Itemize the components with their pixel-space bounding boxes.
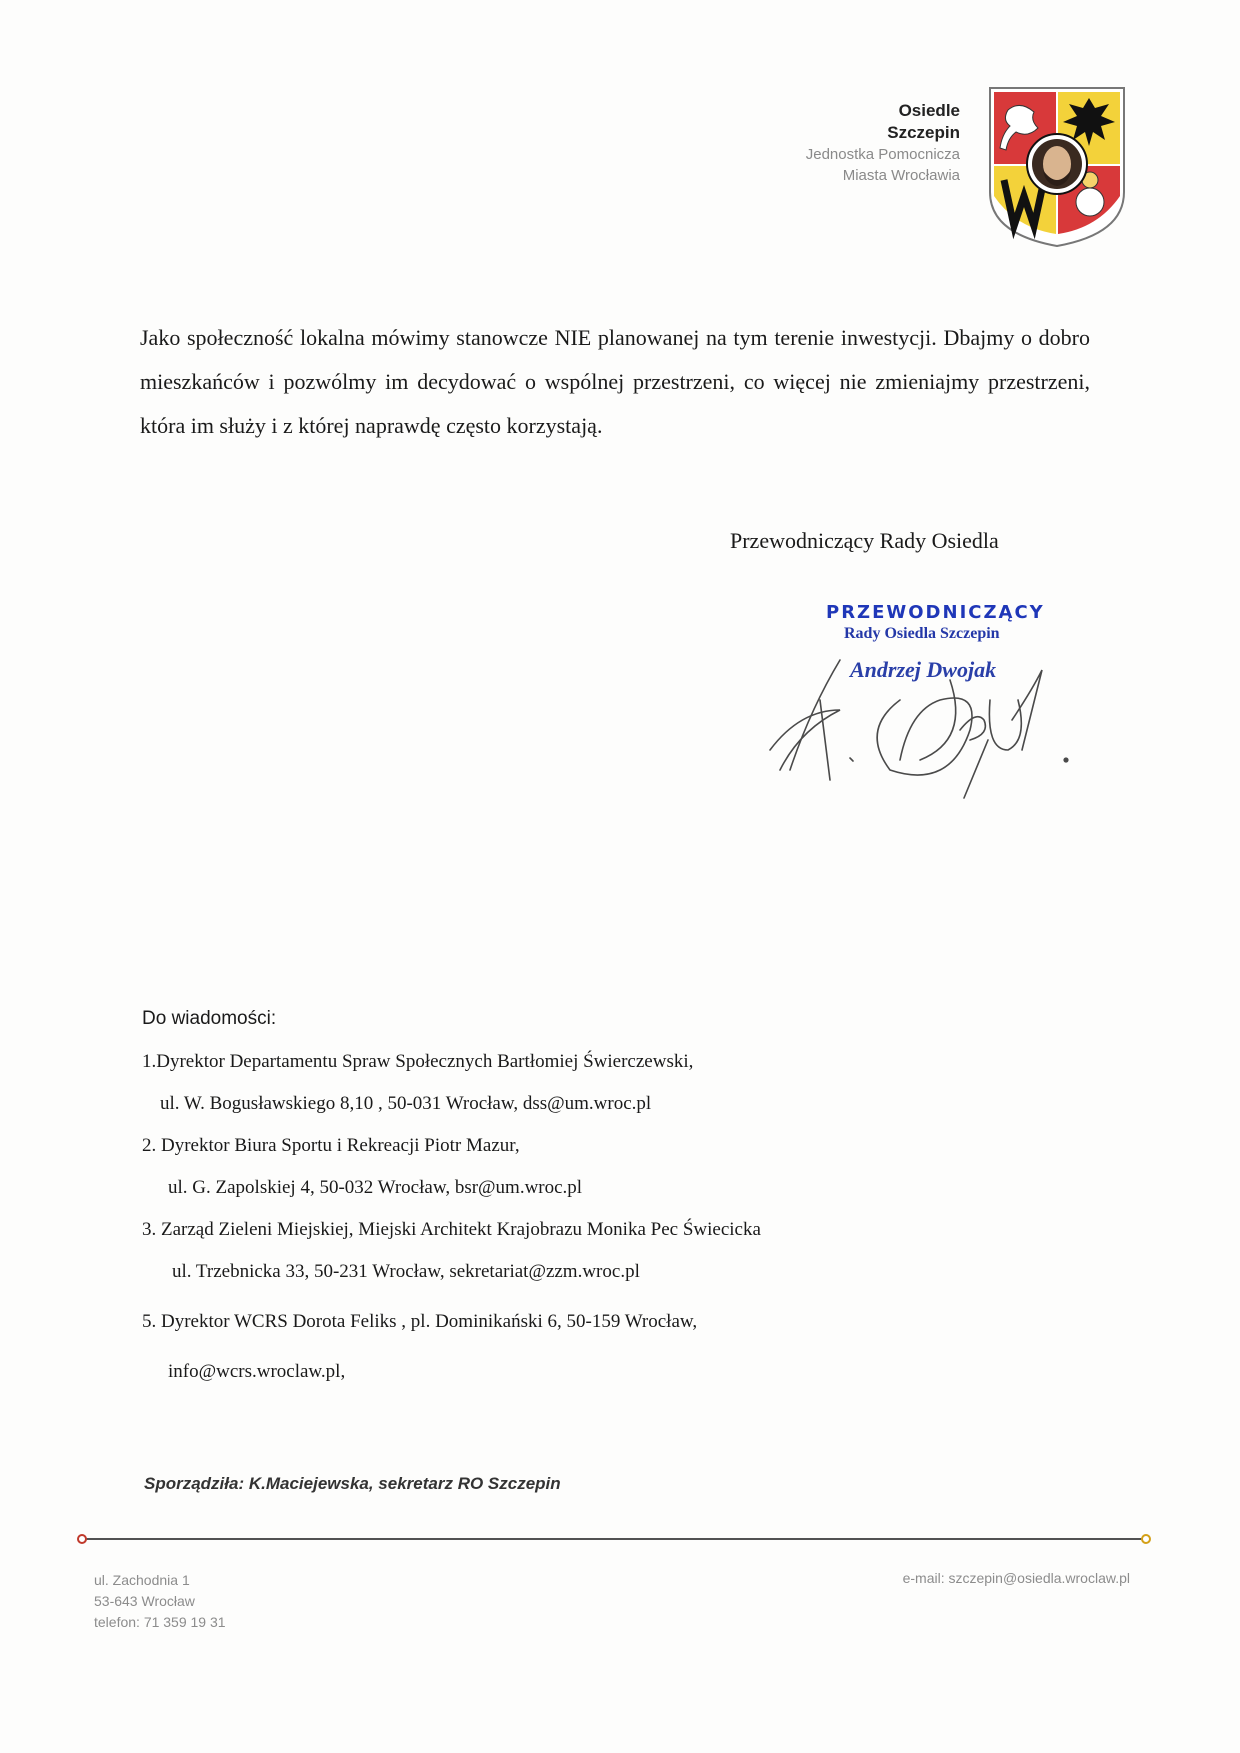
footer-email: e-mail: szczepin@osiedla.wroclaw.pl [902, 1570, 1130, 1586]
organization-header [806, 100, 960, 186]
cc-line: ul. Trzebnicka 33, 50-231 Wrocław, sekretariat@zzm.wroc.pl [172, 1261, 640, 1282]
footer-street: ul. Zachodnia 1 [94, 1572, 190, 1588]
prepared-by-note: Sporządziła: K.Maciejewska, sekretarz RO Szczepin [144, 1474, 561, 1493]
divider-end-dot [1142, 1535, 1150, 1543]
org-sub-line2: Miasta Wrocławia [842, 167, 960, 184]
footer-divider [76, 1532, 1152, 1546]
footer-city: 53-643 Wrocław [94, 1593, 195, 1609]
cc-line: ul. G. Zapolskiej 4, 50-032 Wrocław, bsr@um.wroc.pl [168, 1177, 583, 1198]
cc-line: 2. Dyrektor Biura Sportu i Rekreacji Piotr Mazur, [142, 1135, 520, 1156]
copies-to-section [142, 1008, 1142, 1404]
cc-heading: Do wiadomości: [142, 1008, 277, 1029]
org-sub-line1: Jednostka Pomocnicza [805, 146, 960, 163]
divider-start-dot [78, 1535, 86, 1543]
org-name-line2: Szczepin [887, 123, 960, 142]
footer-address [94, 1570, 226, 1633]
cc-line: ul. W. Bogusławskiego 8,10 , 50-031 Wrocław, dss@um.wroc.pl [160, 1093, 652, 1114]
coat-of-arms-icon [986, 84, 1128, 250]
closing-title: Przewodniczący Rady Osiedla [730, 528, 999, 553]
stamp-name: Andrzej Dwojak [850, 657, 997, 682]
cc-line: 3. Zarząd Zieleni Miejskiej, Miejski Architekt Krajobrazu Monika Pec Świecicka [142, 1219, 761, 1240]
cc-line: info@wcrs.wroclaw.pl, [168, 1361, 346, 1382]
body-paragraph: Jako społeczność lokalna mówimy stanowcze NIE planowanej na tym terenie inwestycji. Dbajmy o dobro mieszkańców i pozwólmy im decydować o wspólnej przestrzeni, co więcej nie zmieniajmy przestrzeni, która im służy i z której naprawdę często korzystają. [140, 325, 1090, 438]
cc-line: 1.Dyrektor Departamentu Spraw Społecznych Bartłomiej Świerczewski, [142, 1051, 694, 1072]
stamp-title: PRZEWODNICZĄCY [826, 602, 1045, 623]
footer-phone: telefon: 71 359 19 31 [94, 1614, 226, 1630]
stamp-subtitle: Rady Osiedla Szczepin [844, 625, 1000, 642]
handwritten-signature [750, 640, 1080, 800]
org-name-line1: Osiedle [898, 101, 960, 120]
cc-line: 5. Dyrektor WCRS Dorota Feliks , pl. Dominikański 6, 50-159 Wrocław, [142, 1311, 698, 1332]
